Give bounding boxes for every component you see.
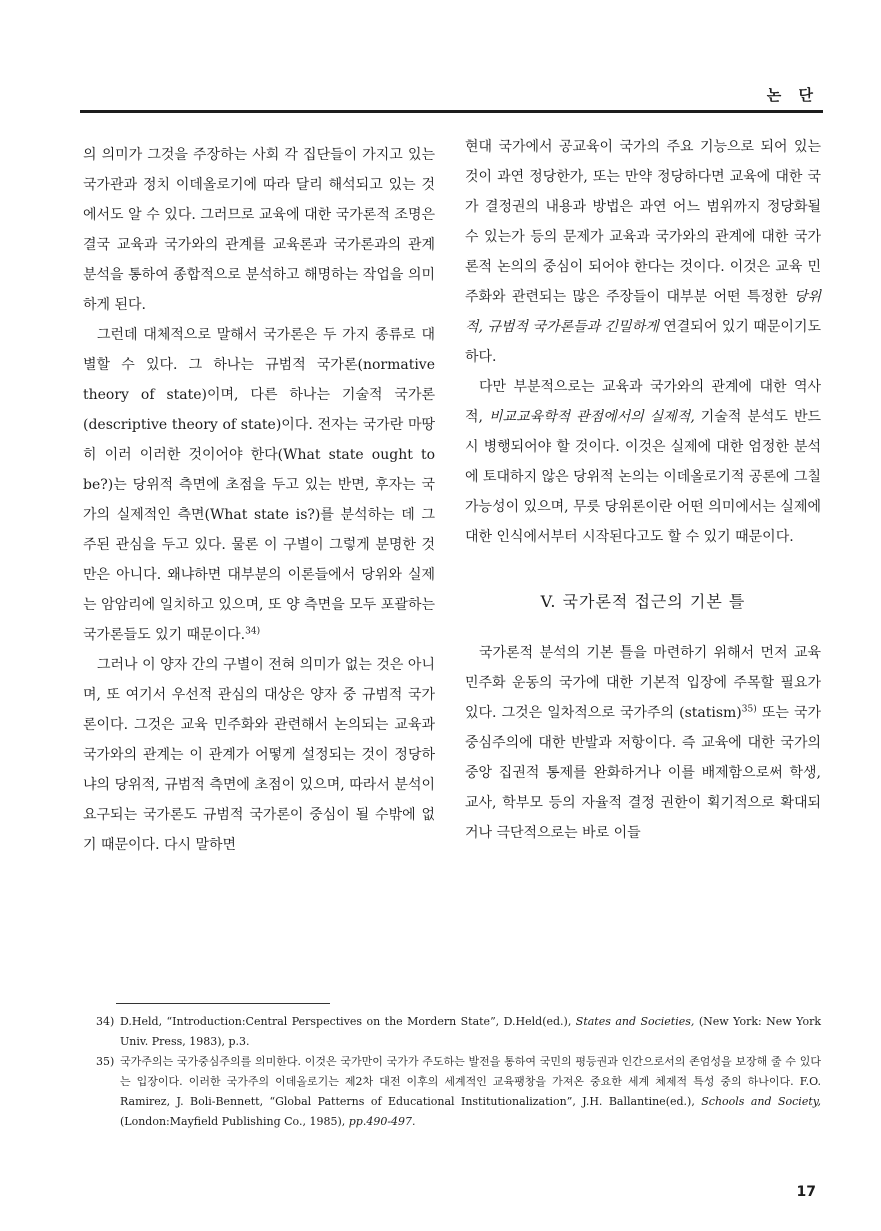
right-paragraph-2: 다만 부분적으로는 교육과 국가와의 관계에 대한 역사적, 비교교육학적 관점에서의 실제적, 기술적 분석도 반드시 병행되어야 할 것이다. 이것은 실제에 대한 엄정한 분석에 토대하지 않은 당위적 논의는 이데올로기적 공론에 그칠 가능성이 있으며, 무릇 당위론이란 어떤 의미에서는 실제에 대한 인식에서부터 시작된다고도 할 수 있기 때문이다. <box>465 379 821 545</box>
header-rule <box>80 110 823 113</box>
footnotes <box>96 1012 821 1132</box>
section-label: 논 단 <box>766 86 819 104</box>
citation-title: Schools and Society, <box>701 1095 821 1108</box>
left-column <box>83 140 435 860</box>
footnote-ref-34[interactable]: 34) <box>245 626 261 637</box>
footnote-rule <box>116 1003 330 1004</box>
right-paragraph-3: 국가론적 분석의 기본 틀을 마련하기 위해서 먼저 교육 민주화 운동의 국가에 대한 기본적 입장에 주목할 필요가 있다. 그것은 일차적으로 국가주의 (statism)$^{35)}$ 또는 국가 중심주의에 대한 반발과 저항이다. 즉 교육에 대한 국가의 중앙 집권적 통제를 완화하거나 이를 배제함으로써 학생, 교사, 학부모 등의 자율적 결정 권한이 획기적으로 확대되거나 극단적으로는 바로 이들 <box>465 645 821 841</box>
footnote-number: 34) <box>96 1015 115 1028</box>
footnote-35: 35) 국가주의는 국가중심주의를 의미한다. 이것은 국가만이 국가가 주도하는 발전을 통하여 국민의 평등권과 인간으로서의 존엄성을 보장해 줄 수 있다는 입장이다. 이러한 국가주의 이데올로기는 제2차 대전 이후의 세계적인 교육팽창을 가져온 중요한 세계 체제적 특성 중의 하나이다. F.O. Ramirez, J. Boli-Bennett, “Global Patterns of Educational Institutionalization”, J.H. Ballantine(ed.), Schools and Society, (London:Mayfield Publishing Co., 1985), pp.490-497. <box>96 1052 821 1132</box>
citation-pages: pp.490-497. <box>348 1115 416 1128</box>
emphasis-text: 당위적, 규범적 국가론들과 긴밀하게 <box>465 289 821 335</box>
footnote-ref-35[interactable]: 35) <box>741 704 757 715</box>
section-heading: V. 국가론적 접근의 기본 틀 <box>540 592 746 611</box>
left-paragraph-2: 그런데 대체적으로 말해서 국가론은 두 가지 종류로 대별할 수 있다. 그 하나는 규범적 국가론(normative theory of state)이며, 다른 하나는 기술적 국가론(descriptive theory of state)이다. 전자는 국가란 마땅히 이러 이러한 것이어야 한다(What state ought to be?)는 당위적 측면에 초점을 두고 있는 반면, 후자는 국가의 실제적인 측면(What state is?)를 분석하는 데 그 주된 관심을 두고 있다. 물론 이 구별이 그렇게 분명한 것만은 아니다. 왜냐하면 대부분의 이론들에서 당위와 실제는 암암리에 일치하고 있으며, 또 양 측면을 모두 포괄하는 국가론들도 있기 때문이다.$^{34)}$ <box>83 327 435 643</box>
page-number: 17 <box>796 1184 816 1200</box>
right-paragraph-1: 현대 국가에서 공교육이 국가의 주요 기능으로 되어 있는 것이 과연 정당한가, 또는 만약 정당하다면 교육에 대한 국가 결정권의 내용과 방법은 과연 어느 범위까지 정당화될 수 있는가 등의 문제가 교육과 국가와의 관계에 대한 국가론적 논의의 중심이 되어야 한다는 것이다. 이것은 교육 민주화와 관련되는 많은 주장들이 대부분 어떤 특정한 당위적, 규범적 국가론들과 긴밀하게 연결되어 있기 때문이기도 하다. <box>465 139 821 365</box>
footnote-number: 35) <box>96 1055 115 1068</box>
footnote-34: 34) D.Held, “Introduction:Central Perspectives on the Mordern State”, D.Held(ed.), States and Societies, (New York: New York Univ. Press, 1983), p.3. <box>96 1012 821 1052</box>
right-column <box>465 132 821 848</box>
left-paragraph-1: 의 의미가 그것을 주장하는 사회 각 집단들이 가지고 있는 국가관과 정치 이데올로기에 따라 달리 해석되고 있는 것에서도 알 수 있다. 그러므로 교육에 대한 국가론적 조명은 결국 교육과 국가와의 관계를 교육론과 국가론과의 관계 분석을 통하여 종합적으로 분석하고 해명하는 작업을 의미하게 된다. <box>83 147 435 313</box>
emphasis-text: 비교교육학적 관점에서의 실제적, <box>488 409 695 425</box>
left-paragraph-3: 그러나 이 양자 간의 구별이 전혀 의미가 없는 것은 아니며, 또 여기서 우선적 관심의 대상은 양자 중 규범적 국가론이다. 그것은 교육 민주화와 관련해서 논의되는 교육과 국가와의 관계는 이 관계가 어떻게 설정되는 것이 정당하냐의 당위적, 규범적 측면에 초점이 있으며, 따라서 분석이 요구되는 국가론도 규범적 국가론이 중심이 될 수밖에 없기 때문이다. 다시 말하면 <box>83 657 435 853</box>
citation-title: States and Societies, <box>575 1015 695 1028</box>
